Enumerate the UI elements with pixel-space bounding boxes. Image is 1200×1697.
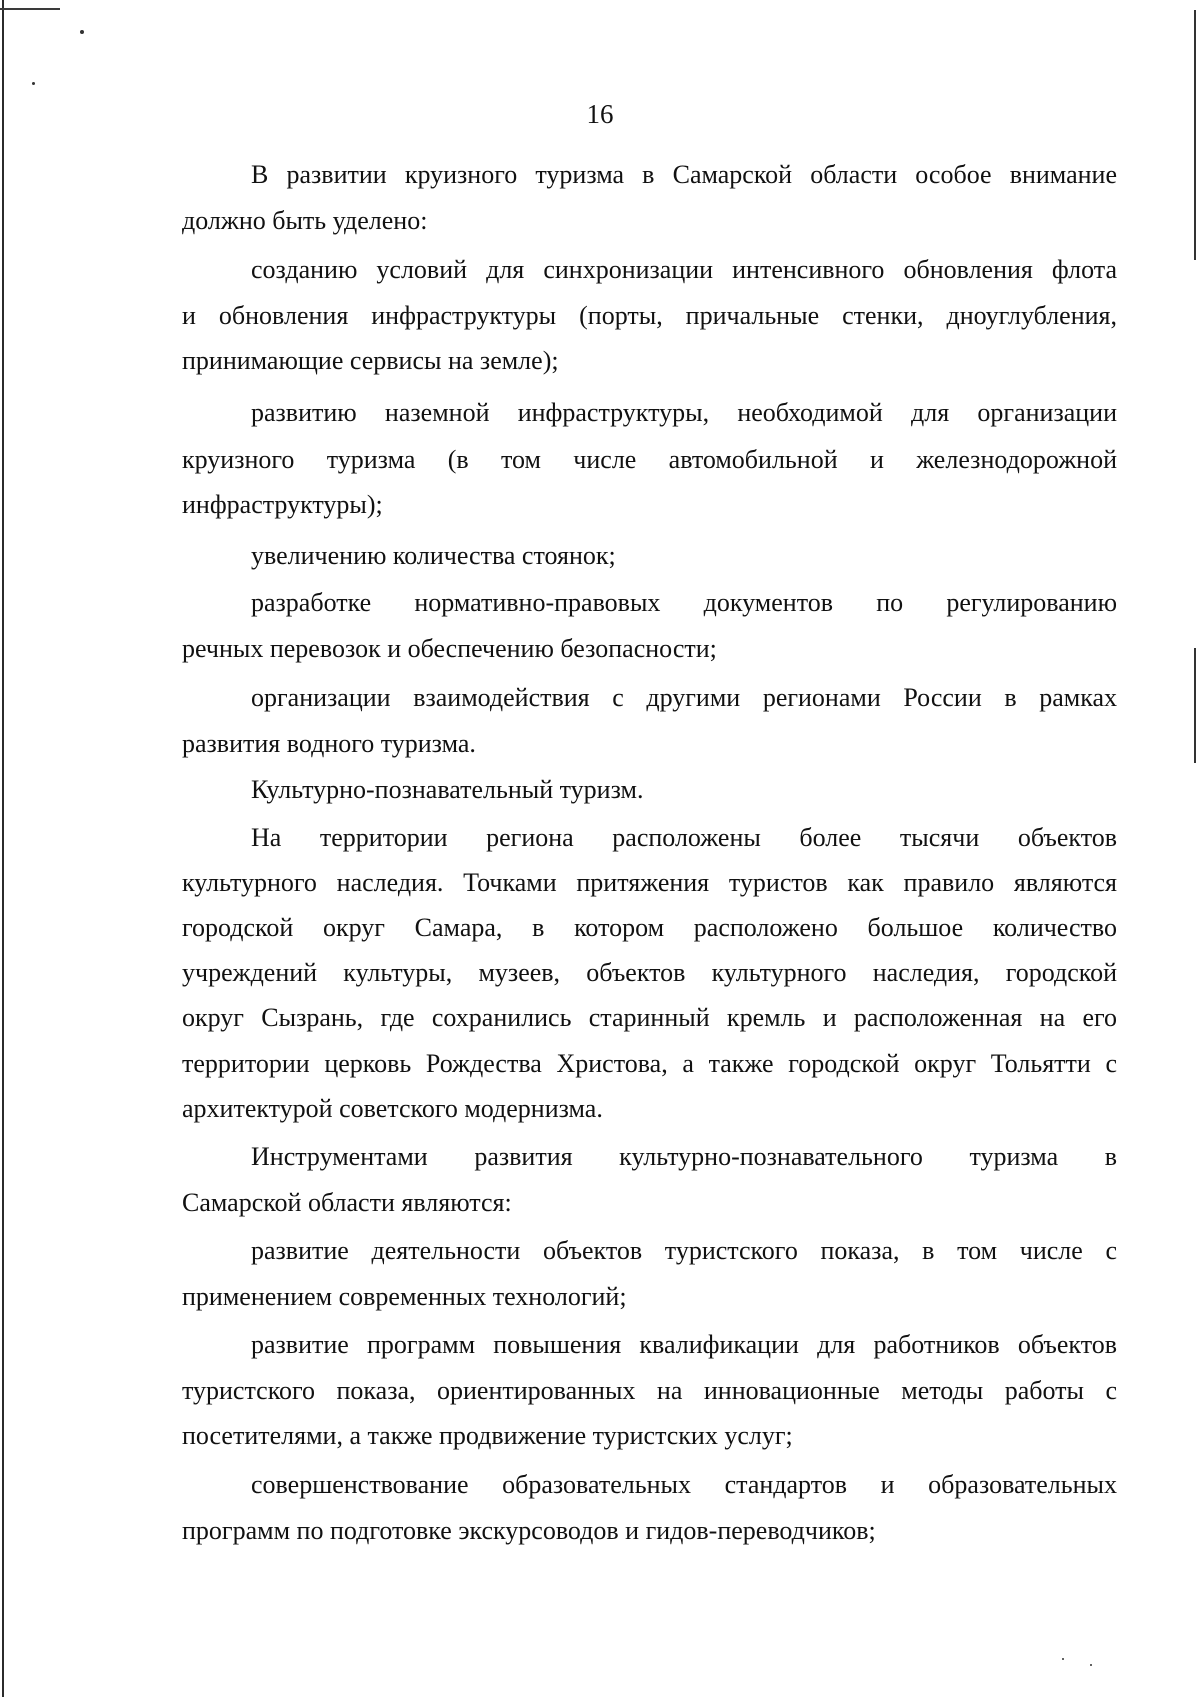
text-line: должно быть уделено: — [182, 206, 428, 235]
text-line: учреждений культуры, музеев, объектов культурного наследия, городской — [182, 958, 1117, 987]
text-line: территории церковь Рождества Христова, а также городской округ Тольятти с — [182, 1049, 1117, 1078]
text-line: созданию условий для синхронизации интенсивного обновления флота — [251, 255, 1117, 284]
text-line: Инструментами развития культурно-познавательного туризма в — [251, 1142, 1117, 1171]
section-heading: Культурно-познавательный туризм. — [251, 775, 644, 804]
text-line: Самарской области являются: — [182, 1188, 512, 1217]
text-line: организации взаимодействия с другими регионами России в рамках — [251, 683, 1117, 712]
scan-edge-top — [0, 8, 60, 10]
text-line: развитие программ повышения квалификации для работников объектов — [251, 1330, 1117, 1359]
text-line: инфраструктуры); — [182, 490, 383, 519]
scan-speck — [80, 30, 84, 34]
page-number: 16 — [586, 99, 614, 129]
text-line: городской округ Самара, в котором расположено большое количество — [182, 913, 1117, 942]
text-line: и обновления инфраструктуры (порты, причальные стенки, дноуглубления, — [182, 301, 1117, 330]
text-line: посетителями, а также продвижение туристских услуг; — [182, 1421, 793, 1450]
text-line: архитектурой советского модернизма. — [182, 1094, 603, 1123]
text-line: туристского показа, ориентированных на инновационные методы работы с — [182, 1376, 1117, 1405]
text-line: В развитии круизного туризма в Самарской области особое внимание — [251, 160, 1117, 189]
text-line: совершенствование образовательных стандартов и образовательных — [251, 1470, 1117, 1499]
text-line: развития водного туризма. — [182, 729, 476, 758]
scan-speck — [1090, 1664, 1092, 1666]
text-line: развитие деятельности объектов туристского показа, в том числе с — [251, 1236, 1117, 1265]
scan-edge-right — [1194, 648, 1196, 763]
text-line: На территории региона расположены более тысячи объектов — [251, 823, 1117, 852]
text-line: программ по подготовке экскурсоводов и гидов-переводчиков; — [182, 1516, 876, 1545]
text-line: применением современных технологий; — [182, 1282, 627, 1311]
scan-edge-left — [2, 0, 4, 1697]
text-line: увеличению количества стоянок; — [251, 541, 616, 570]
scan-speck — [32, 82, 35, 85]
text-line: округ Сызрань, где сохранились старинный кремль и расположенная на его — [182, 1003, 1117, 1032]
text-line: культурного наследия. Точками притяжения туристов как правило являются — [182, 868, 1117, 897]
text-line: принимающие сервисы на земле); — [182, 346, 559, 375]
text-line: речных перевозок и обеспечению безопасности; — [182, 634, 717, 663]
scan-edge-right — [1194, 10, 1196, 260]
text-line: круизного туризма (в том числе автомобильной и железнодорожной — [182, 445, 1117, 474]
text-line: разработке нормативно-правовых документов по регулированию — [251, 588, 1117, 617]
text-line: развитию наземной инфраструктуры, необходимой для организации — [251, 398, 1117, 427]
scan-speck — [1062, 1658, 1064, 1660]
